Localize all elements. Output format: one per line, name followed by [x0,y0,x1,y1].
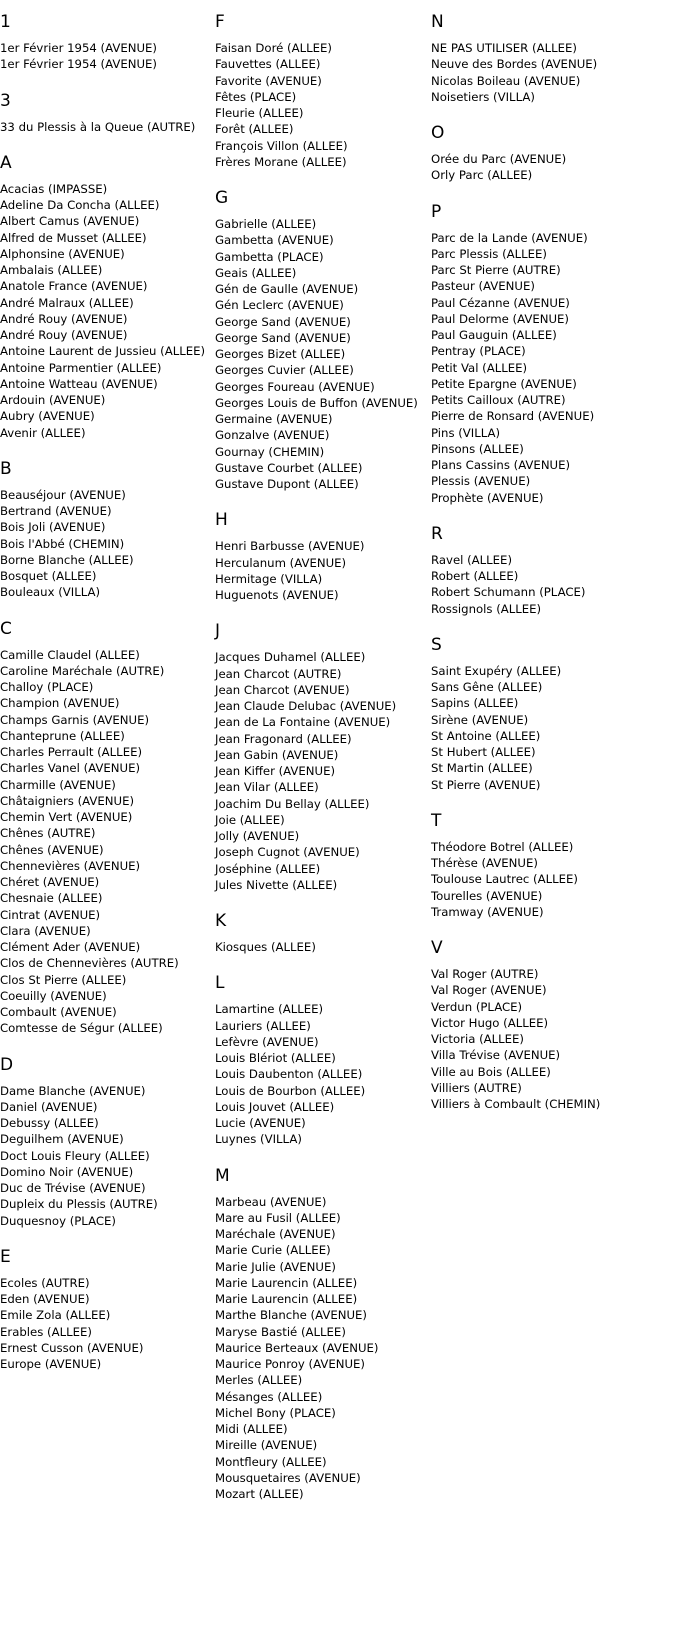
section-letter-heading: H [215,510,228,531]
street-link[interactable]: Victoria (ALLEE) [431,1032,524,1046]
street-link[interactable]: Clara (AVENUE) [0,923,91,938]
street-link[interactable]: Fleurie (ALLEE) [215,106,304,120]
street-link[interactable]: Jean Charcot (AVENUE) [215,682,350,697]
street-link[interactable]: Pasteur (AVENUE) [431,279,535,294]
street-link[interactable]: Gournay (CHEMIN) [215,444,325,459]
street-link[interactable]: Louis Daubenton (ALLEE) [215,1067,363,1082]
street-link[interactable]: Charles Vanel (AVENUE) [0,761,141,776]
street-link[interactable]: Borne Blanche (ALLEE) [0,552,134,567]
street-link[interactable]: Gambetta (AVENUE) [215,233,334,248]
street-link[interactable]: Daniel (AVENUE) [0,1099,98,1114]
street-link[interactable]: Villiers à Combault (CHEMIN) [431,1097,601,1111]
street-link[interactable]: Coeuilly (AVENUE) [0,988,107,1003]
street-link[interactable]: Ambalais (ALLEE) [0,263,103,277]
street-link[interactable]: Sirène (AVENUE) [431,712,529,727]
section-letter-heading: O [431,123,445,143]
street-link[interactable]: Bois Joli (AVENUE) [0,520,106,535]
street-link[interactable]: Maurice Berteaux (AVENUE) [215,1340,379,1355]
letter-section [215,910,430,955]
street-link[interactable]: Gonzalve (AVENUE) [215,428,330,443]
section-letter-heading: 1 [0,12,11,32]
street-link[interactable]: Emile Zola (ALLEE) [0,1308,111,1323]
street-link[interactable]: André Rouy (AVENUE) [0,311,128,326]
street-link[interactable]: Jules Nivette (ALLEE) [215,877,338,892]
street-link[interactable]: Gambetta (PLACE) [215,249,324,264]
letter-section [0,1054,215,1229]
street-link[interactable]: Villa Trévise (AVENUE) [431,1048,561,1063]
street-link[interactable]: Herculanum (AVENUE) [215,555,347,570]
street-link[interactable]: Petits Cailloux (AUTRE) [431,393,566,407]
street-link[interactable]: Chênes (AVENUE) [0,842,104,857]
letter-section [0,458,215,601]
street-link[interactable]: Hermitage (VILLA) [215,571,323,586]
street-link[interactable]: Alfred de Musset (ALLEE) [0,230,147,245]
street-link[interactable]: Charmille (AVENUE) [0,777,116,792]
section-letter-heading: 3 [0,90,11,111]
street-link[interactable]: Verdun (PLACE) [431,999,523,1014]
street-link[interactable]: Villiers (AUTRE) [431,1080,522,1095]
section-letter-heading: S [431,634,442,655]
section-letter-heading: N [431,12,444,32]
letter-section [215,509,430,603]
street-link[interactable]: George Sand (AVENUE) [215,314,351,329]
section-letter-heading: E [0,1246,11,1267]
street-link[interactable]: Mousquetaires (AVENUE) [215,1470,361,1485]
street-link[interactable]: Albert Camus (AVENUE) [0,214,140,229]
street-link[interactable]: Chesnaie (ALLEE) [0,891,103,906]
street-link[interactable]: Mare au Fusil (ALLEE) [215,1210,341,1225]
letter-section [215,972,430,1147]
street-link[interactable]: Bouleaux (VILLA) [0,585,101,600]
letter-section [215,1165,430,1503]
letter-section [431,122,675,184]
street-link[interactable]: Antoine Laurent de Jussieu (ALLEE) [0,344,206,359]
street-link[interactable]: Paul Delorme (AVENUE) [431,311,569,326]
street-link[interactable]: Kiosques (ALLEE) [215,940,316,954]
street-link[interactable]: Maurice Ponroy (AVENUE) [215,1357,365,1371]
street-link[interactable]: Charles Perrault (ALLEE) [0,745,143,759]
street-link[interactable]: George Sand (AVENUE) [215,330,351,345]
street-link[interactable]: Adeline Da Concha (ALLEE) [0,198,160,212]
street-link[interactable]: Lauriers (ALLEE) [215,1018,311,1033]
street-link[interactable]: Antoine Watteau (AVENUE) [0,376,158,391]
street-link[interactable]: Anatole France (AVENUE) [0,279,148,294]
street-link[interactable]: Frères Morane (ALLEE) [215,154,347,169]
street-link[interactable]: Paul Gauguin (ALLEE) [431,328,557,342]
street-link[interactable]: Bosquet (ALLEE) [0,569,97,583]
street-link[interactable]: André Rouy (AVENUE) [0,328,128,342]
street-link[interactable]: Clos St Pierre (ALLEE) [0,972,127,987]
section-letter-heading: V [431,938,443,958]
letter-section [431,634,675,793]
street-link[interactable]: NE PAS UTILISER (ALLEE) [431,41,577,55]
letter-section [0,618,215,1037]
street-link[interactable]: Duc de Trévise (AVENUE) [0,1181,146,1195]
street-link[interactable]: Orly Parc (ALLEE) [431,168,533,183]
section-letter-heading: T [431,810,442,831]
letter-section [431,201,675,506]
street-link[interactable]: François Villon (ALLEE) [215,138,348,153]
street-index-column-1 [0,11,215,1389]
street-link[interactable]: Ravel (ALLEE) [431,552,513,567]
street-link[interactable]: Gén Leclerc (AVENUE) [215,298,344,313]
street-link[interactable]: Beauséjour (AVENUE) [0,487,126,502]
street-link[interactable]: Challoy (PLACE) [0,680,94,694]
street-link[interactable]: Rossignols (ALLEE) [431,601,542,616]
street-link[interactable]: Marie Curie (ALLEE) [215,1243,331,1258]
street-link[interactable]: Tourelles (AVENUE) [431,888,543,903]
letter-section [431,11,675,105]
street-link[interactable]: Faisan Doré (ALLEE) [215,41,332,55]
street-link[interactable]: Chênes (AUTRE) [0,826,96,841]
street-link[interactable]: Fauvettes (ALLEE) [215,57,321,72]
street-link[interactable]: Jean de La Fontaine (AVENUE) [215,715,391,730]
street-link[interactable]: Dame Blanche (AVENUE) [0,1083,146,1098]
street-link[interactable]: Pentray (PLACE) [431,344,526,359]
street-link[interactable]: Germaine (AVENUE) [215,412,333,426]
letter-section [0,11,215,73]
street-link[interactable]: Europe (AVENUE) [0,1357,102,1371]
street-link[interactable]: Lefèvre (AVENUE) [215,1034,319,1049]
section-letter-heading: P [431,201,442,222]
street-link[interactable]: Duquesnoy (PLACE) [0,1213,116,1228]
street-link[interactable]: Paul Cézanne (AVENUE) [431,295,570,310]
street-link[interactable]: Ernest Cusson (AVENUE) [0,1340,144,1355]
street-link[interactable]: Georges Bizet (ALLEE) [215,347,346,361]
street-link[interactable]: Jean Kiffer (AVENUE) [215,764,336,778]
street-link[interactable]: Georges Louis de Buffon (AVENUE) [215,395,418,410]
street-link[interactable]: Domino Noir (AVENUE) [0,1164,134,1179]
street-link[interactable]: Eden (AVENUE) [0,1292,90,1306]
street-link[interactable]: Comtesse de Ségur (ALLEE) [0,1021,163,1036]
street-link[interactable]: Maryse Bastié (ALLEE) [215,1324,346,1339]
street-link[interactable]: St Pierre (AVENUE) [431,777,541,792]
street-link[interactable]: Dupleix du Plessis (AUTRE) [0,1197,158,1212]
street-link[interactable]: Doct Louis Fleury (ALLEE) [0,1148,150,1163]
letter-section [431,523,675,617]
street-link[interactable]: Lucie (AVENUE) [215,1116,306,1130]
street-link[interactable]: Camille Claudel (ALLEE) [0,647,140,662]
street-link[interactable]: Michel Bony (PLACE) [215,1405,336,1420]
street-link[interactable]: Toulouse Lautrec (ALLEE) [431,872,578,887]
street-link[interactable]: Gustave Dupont (ALLEE) [215,477,359,491]
street-link[interactable]: Tramway (AVENUE) [431,904,544,919]
street-link[interactable]: Val Roger (AVENUE) [431,983,547,998]
section-letter-heading: J [215,621,221,642]
street-link[interactable]: Midi (ALLEE) [215,1422,288,1436]
street-link[interactable]: Marthe Blanche (AVENUE) [215,1308,367,1323]
street-link[interactable]: Lamartine (ALLEE) [215,1002,324,1017]
street-link[interactable]: Sans Gêne (ALLEE) [431,680,543,694]
street-link[interactable]: Marbeau (AVENUE) [215,1194,327,1209]
street-link[interactable]: Gustave Courbet (ALLEE) [215,460,363,475]
street-link[interactable]: Favorite (AVENUE) [215,73,322,88]
street-link[interactable]: Maréchale (AVENUE) [215,1227,336,1241]
street-link[interactable]: Acacias (IMPASSE) [0,181,108,196]
street-link[interactable]: Champion (AVENUE) [0,696,120,711]
street-link[interactable]: Gabrielle (ALLEE) [215,217,317,231]
street-link[interactable]: Marie Julie (AVENUE) [215,1259,336,1274]
street-link[interactable]: St Hubert (ALLEE) [431,745,536,759]
street-link[interactable]: Jean Vilar (ALLEE) [215,780,319,795]
street-link[interactable]: Chéret (AVENUE) [0,875,100,889]
street-link[interactable]: Marie Laurencin (ALLEE) [215,1275,358,1290]
street-link[interactable]: Cintrat (AVENUE) [0,907,101,922]
street-link[interactable]: André Malraux (ALLEE) [0,295,134,310]
street-link[interactable]: Robert Schumann (PLACE) [431,585,586,600]
letter-section [215,187,430,492]
street-link[interactable]: Noisetiers (VILLA) [431,89,535,104]
street-link[interactable]: Louis Blériot (ALLEE) [215,1051,336,1065]
street-link[interactable]: Montfleury (ALLEE) [215,1454,327,1469]
street-link[interactable]: Mireille (AVENUE) [215,1438,318,1453]
section-letter-heading: L [215,973,225,994]
street-link[interactable]: Robert (ALLEE) [431,569,519,583]
section-letter-heading: A [0,152,12,173]
street-link[interactable]: Chennevières (AVENUE) [0,858,141,873]
street-link[interactable]: Val Roger (AUTRE) [431,967,539,981]
street-link[interactable]: Nicolas Boileau (AVENUE) [431,73,581,88]
street-link[interactable]: Mozart (ALLEE) [215,1487,304,1501]
street-link[interactable]: Théodore Botrel (ALLEE) [431,839,574,854]
street-link[interactable]: Deguilhem (AVENUE) [0,1132,124,1147]
street-link[interactable]: Ecoles (AUTRE) [0,1275,90,1290]
street-link[interactable]: Pierre de Ronsard (AVENUE) [431,409,595,424]
section-letter-heading: F [215,12,225,32]
street-link[interactable]: Georges Foureau (AVENUE) [215,379,375,394]
street-link[interactable]: St Martin (ALLEE) [431,761,533,776]
section-letter-heading: B [0,458,12,479]
street-link[interactable]: Gén de Gaulle (AVENUE) [215,282,359,296]
street-link[interactable]: Bertrand (AVENUE) [0,504,112,518]
section-letter-heading: D [0,1054,14,1075]
street-link[interactable]: Geais (ALLEE) [215,265,297,280]
street-link[interactable]: Jean Fragonard (ALLEE) [215,731,352,746]
street-link[interactable]: Joseph Cugnot (AVENUE) [215,845,360,860]
letter-section [0,152,215,441]
street-link[interactable]: Joie (ALLEE) [215,812,285,827]
street-link[interactable]: Pinsons (ALLEE) [431,441,524,456]
street-link[interactable]: Huguenots (AVENUE) [215,588,339,602]
street-link[interactable]: Henri Barbusse (AVENUE) [215,539,365,554]
street-link[interactable]: Champs Garnis (AVENUE) [0,712,150,727]
street-link[interactable]: Louis de Bourbon (ALLEE) [215,1083,366,1098]
street-link[interactable]: Sapins (ALLEE) [431,696,519,711]
street-link[interactable]: Clos de Chennevières (AUTRE) [0,956,179,971]
letter-section [215,620,430,893]
street-link[interactable]: Neuve des Bordes (AVENUE) [431,57,598,72]
street-link[interactable]: Clément Ader (AVENUE) [0,940,141,954]
street-link[interactable]: Joséphine (ALLEE) [215,861,321,876]
letter-section [0,1246,215,1373]
street-link[interactable]: Prophète (AVENUE) [431,490,544,505]
street-link[interactable]: 33 du Plessis à la Queue (AUTRE) [0,119,196,134]
section-letter-heading: C [0,618,12,639]
street-link[interactable]: Luynes (VILLA) [215,1132,302,1147]
street-link[interactable]: Avenir (ALLEE) [0,425,86,440]
street-link[interactable]: Orée du Parc (AVENUE) [431,152,567,166]
letter-section [0,90,215,135]
street-link[interactable]: Bois l'Abbé (CHEMIN) [0,536,125,551]
street-link[interactable]: Jolly (AVENUE) [215,829,300,843]
street-link[interactable]: Antoine Parmentier (ALLEE) [0,360,162,375]
street-link[interactable]: Ardouin (AVENUE) [0,393,106,407]
street-link[interactable]: Combault (AVENUE) [0,1005,117,1019]
street-link[interactable]: Mésanges (ALLEE) [215,1389,323,1404]
street-link[interactable]: Merles (ALLEE) [215,1373,303,1388]
section-letter-heading: G [215,188,229,208]
street-link[interactable]: Marie Laurencin (ALLEE) [215,1292,358,1306]
letter-section [431,810,675,920]
street-link[interactable]: Debussy (ALLEE) [0,1116,99,1130]
street-link[interactable]: Saint Exupéry (ALLEE) [431,663,562,678]
street-index-column-3 [431,11,675,1129]
street-link[interactable]: Louis Jouvet (ALLEE) [215,1099,335,1114]
street-link[interactable]: 1er Février 1954 (AVENUE) [0,57,157,72]
section-letter-heading: K [215,911,227,931]
street-link[interactable]: St Antoine (ALLEE) [431,728,541,743]
street-link[interactable]: Erables (ALLEE) [0,1324,92,1339]
street-link[interactable]: Petit Val (ALLEE) [431,360,528,375]
letter-section [431,937,675,1112]
street-link[interactable]: Petite Epargne (AVENUE) [431,376,577,391]
street-link[interactable]: Forêt (ALLEE) [215,122,294,137]
section-letter-heading: R [431,523,443,544]
street-link[interactable]: Alphonsine (AVENUE) [0,246,125,261]
street-link[interactable]: Plessis (AVENUE) [431,474,531,489]
street-link[interactable]: Jean Charcot (AUTRE) [215,666,342,681]
street-link[interactable]: Caroline Maréchale (AUTRE) [0,663,165,678]
street-link[interactable]: Plans Cassins (AVENUE) [431,458,571,472]
street-link[interactable]: Aubry (AVENUE) [0,409,95,424]
street-link[interactable]: Thérèse (AVENUE) [431,856,538,870]
street-link[interactable]: Chemin Vert (AVENUE) [0,810,133,824]
street-link[interactable]: Georges Cuvier (ALLEE) [215,363,354,378]
street-link[interactable]: Jean Claude Delubac (AVENUE) [215,699,397,713]
street-link[interactable]: Jean Gabin (AVENUE) [215,747,339,762]
street-link[interactable]: Parc de la Lande (AVENUE) [431,230,588,245]
section-letter-heading: M [215,1165,230,1186]
street-link[interactable]: Fêtes (PLACE) [215,89,297,104]
street-link[interactable]: Victor Hugo (ALLEE) [431,1015,549,1030]
street-link[interactable]: Parc St Pierre (AUTRE) [431,263,561,277]
letter-section [215,11,430,170]
street-link[interactable]: Jacques Duhamel (ALLEE) [215,650,366,665]
street-link[interactable]: Parc Plessis (ALLEE) [431,246,547,261]
street-link[interactable]: 1er Février 1954 (AVENUE) [0,41,157,55]
street-link[interactable]: Chanteprune (ALLEE) [0,728,125,743]
street-link[interactable]: Pins (VILLA) [431,425,501,440]
street-link[interactable]: Ville au Bois (ALLEE) [431,1064,551,1079]
street-index-column-2 [215,11,430,1519]
street-link[interactable]: Joachim Du Bellay (ALLEE) [215,796,370,811]
street-link[interactable]: Châtaigniers (AVENUE) [0,793,135,808]
